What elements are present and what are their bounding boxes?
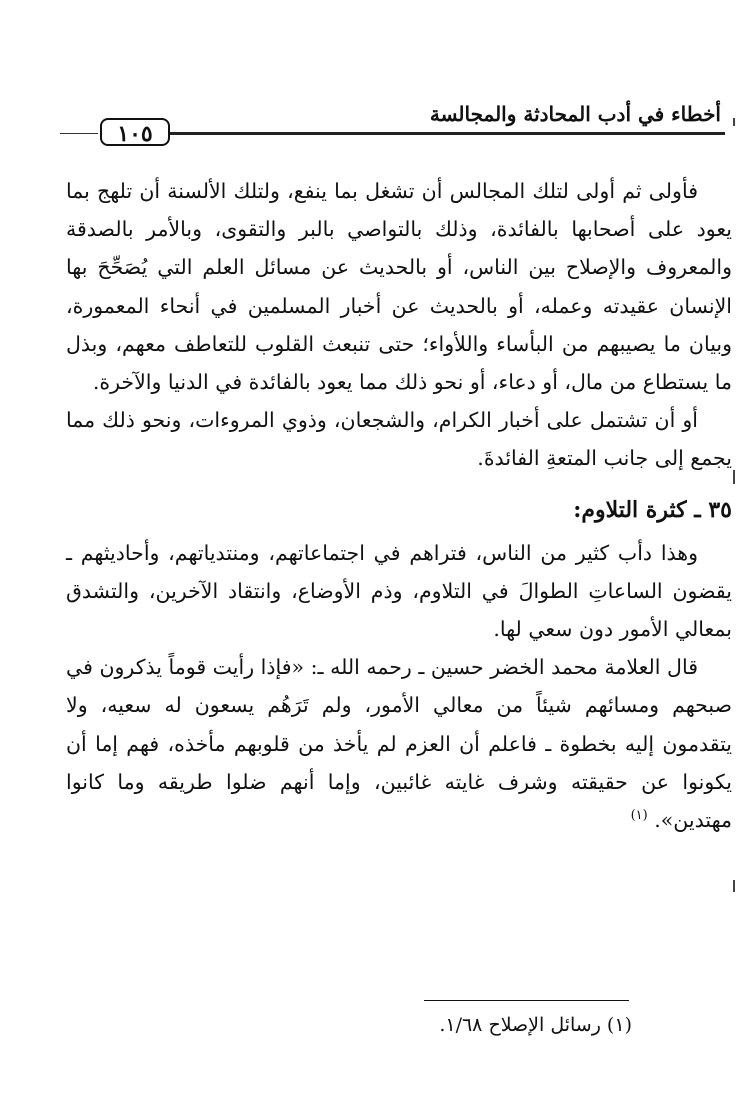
page-body (66, 172, 732, 839)
header-rule-left (60, 133, 98, 134)
footnote-rule (424, 1000, 629, 1001)
paragraph-2: أو أن تشتمل على أخبار الكرام، والشجعان، وذوي المروءات، ونحو ذلك مما يجمع إلى جانب المتعةِ الفائدةَ. (66, 408, 732, 471)
page-header (60, 100, 725, 150)
scan-edge-mark (733, 470, 735, 484)
footnote: (١) رسائل الإصلاح ١/٦٨. (439, 1014, 632, 1036)
scan-edge-mark (733, 118, 735, 126)
paragraph-4 (66, 648, 732, 839)
paragraph-1: فأولى ثم أولى لتلك المجالس أن تشغل بما ينفع، ولتلك الألسنة أن تلهج بما يعود على أصحابها بالفائدة، وذلك بالتواصي بالبر والتقوى، وبالأمر بالصدقة والمعروف والإصلاح بين الناس، أو بالحديث عن مسائل العلم التي يُصَحِّحَ بها الإنسان عقيدته وعمله، أو بالحديث عن أخبار المسلمين في أنحاء المعمورة، وبيان ما يصيبهم من البأساء واللأواء؛ حتى تنبعث القلوب للتعاطف معهم، وبذل ما يستطاع من مال، أو دعاء، أو نحو ذلك مما يعود بالفائدة في الدنيا والآخرة. (66, 179, 732, 395)
paragraph-3: وهذا دأب كثير من الناس، فتراهم في اجتماعاتهم، ومنتدياتهم، وأحاديثهم ـ يقضون الساعاتِ الطوالَ في التلاوم، وذم الأوضاع، وانتقاد الآخرين، والتشدق بمعالي الأمور دون سعي لها. (66, 540, 732, 642)
section-heading: ٣٥ ـ كثرة التلاوم: (573, 496, 732, 523)
running-title: أخطاء في أدب المحادثة والمجالسة (429, 102, 721, 126)
footnote-reference: (١) (630, 808, 648, 824)
scan-edge-mark (733, 880, 735, 892)
quote-text: قال العلامة محمد الخضر حسين ـ رحمه الله ـ: «فإذا رأيت قوماً يذكرون في صبحهم ومسائهم شيئاً من معالي الأمور، ولم تَرَهُم يسعون له سعيه، ولا يتقدمون إليه بخطوة ـ فاعلم أن العزم لم يأخذ من قلوبهم مأخذه، فهم إما أن يكونوا عن حقيقته وشرف غايته غائبين، وإما أنهم ضلوا طريقه وما كانوا مهتدين». (66, 655, 732, 833)
header-rule (170, 132, 725, 135)
page-number: ١٠٥ (100, 118, 170, 146)
